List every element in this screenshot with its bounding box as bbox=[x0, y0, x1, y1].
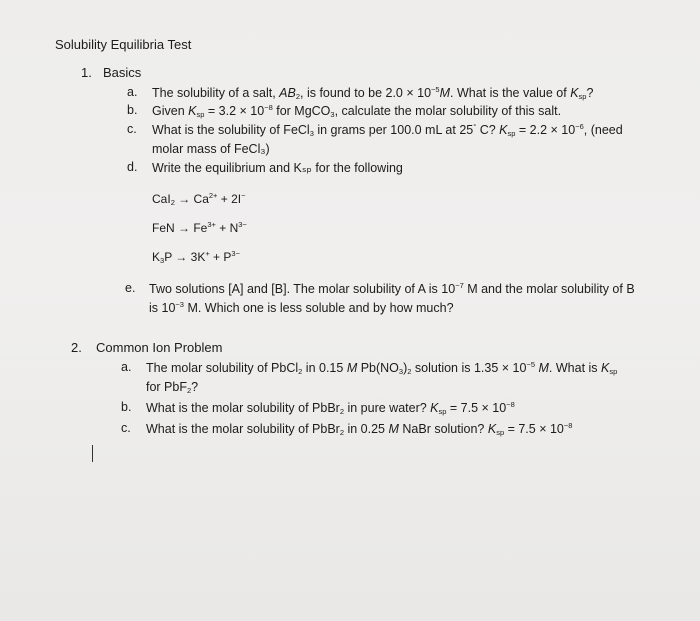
text-cursor bbox=[92, 445, 93, 462]
question-1c-text: What is the solubility of FeCl$_3$ in grams per 100.0 mL at 25° C? $K_{sp} = 2.2 \times 10^{-6}$, (need bbox=[152, 122, 623, 138]
question-1a-label: a. bbox=[127, 85, 138, 99]
question-2b-text: What is the molar solubility of PbBr$_2$ in pure water? $K_{sp} = 7.5 \times 10^{-8}$ bbox=[146, 400, 515, 416]
question-1b-label: b. bbox=[127, 103, 138, 117]
section-2-number: 2. bbox=[71, 340, 82, 355]
section-1-heading: Basics bbox=[103, 65, 142, 80]
question-1c-label: c. bbox=[127, 122, 137, 136]
question-2c-text: What is the molar solubility of PbBr$_2$ in 0.25 M NaBr solution? $K_{sp} = 7.5 \times 10^{-8}$ bbox=[146, 421, 573, 437]
question-2b-label: b. bbox=[121, 400, 132, 414]
question-2a-label: a. bbox=[121, 360, 132, 374]
question-1d-label: d. bbox=[127, 160, 138, 174]
section-1-number: 1. bbox=[81, 65, 92, 80]
question-2a-text: The molar solubility of PbCl$_2$ in 0.15 M $Pb(NO_3)_2$ solution is $1.35 \times 10^{-5}$ M. What is $K_{sp}$ bbox=[146, 360, 618, 376]
question-2c-label: c. bbox=[121, 421, 131, 435]
equation-k3p: $K_3P \to 3K^+ + P^{3-}$ bbox=[152, 249, 240, 265]
equation-fen: FeN → $Fe^{3+} + N^{3-}$ bbox=[152, 220, 247, 235]
question-1d-text: Write the equilibrium and Kₛₚ for the following bbox=[152, 161, 403, 175]
question-1a-text: The solubility of a salt, $AB_2$, is found to be $2.0 \times 10^{-5}M$. What is the value of $K_{sp}$? bbox=[152, 85, 594, 101]
question-1e-text: Two solutions [A] and [B]. The molar solubility of A is $10^{-7}$ M and the molar solubility of B bbox=[149, 281, 635, 296]
question-1e-line2: is $10^{-3}$ M. Which one is less soluble and by how much? bbox=[149, 300, 454, 315]
question-1b-text: Given $K_{sp} = 3.2 \times 10^{-8}$ for MgCO$_3$, calculate the molar solubility of this salt. bbox=[152, 103, 562, 119]
page-title: Solubility Equilibria Test bbox=[55, 37, 192, 52]
question-1c-line2: molar mass of FeCl₃) bbox=[152, 142, 270, 156]
question-1e-label: e. bbox=[125, 281, 136, 295]
equation-cai2: $CaI_2 \to Ca^{2+} + 2I^-$ bbox=[152, 191, 246, 207]
question-2a-line2: for PbF$_2$? bbox=[146, 380, 199, 395]
section-2-heading: Common Ion Problem bbox=[96, 340, 223, 355]
